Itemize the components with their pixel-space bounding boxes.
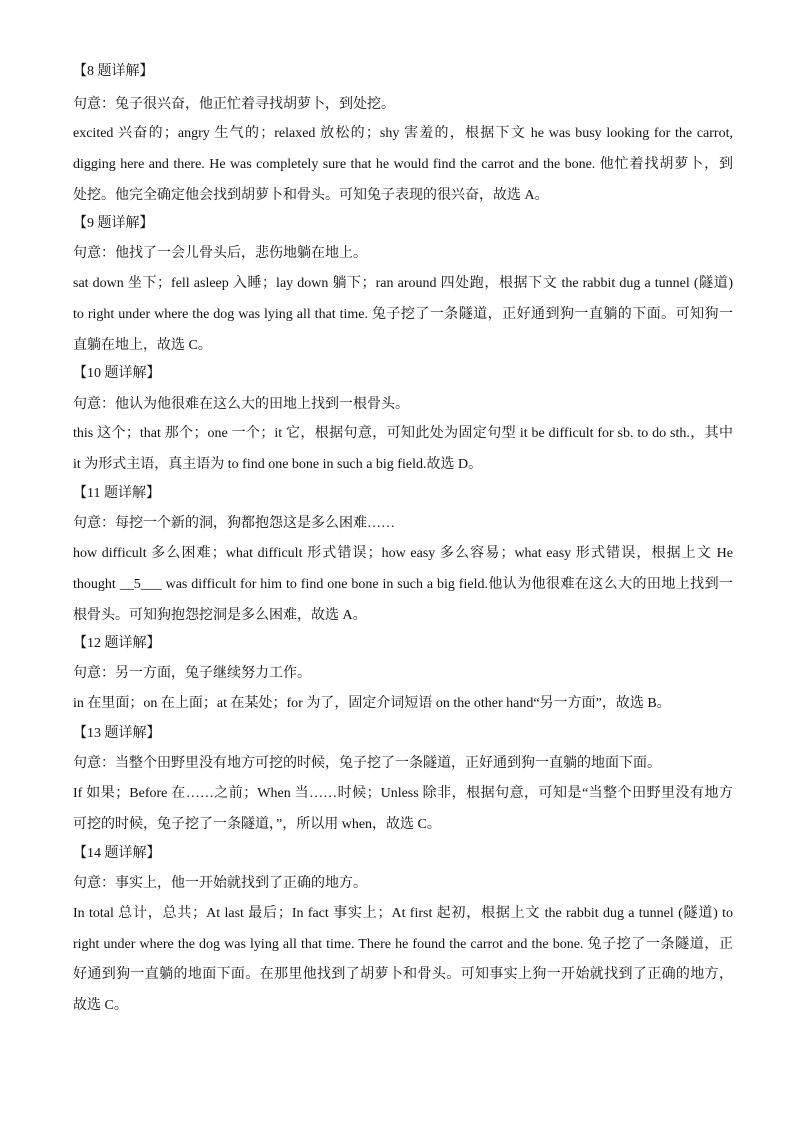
- explanation-line: sat down 坐下；fell asleep 入睡；lay down 躺下；ran around 四处跑，根据下文 the rabbit dug a tunnel (隧道): [73, 276, 733, 291]
- explanation-line: 故选 C。: [73, 998, 128, 1013]
- explanation-line: 直躺在地上，故选 C。: [73, 338, 212, 353]
- section-heading-10: 【10 题详解】: [73, 366, 161, 381]
- explanation-line: how difficult 多么困难；what difficult 形式错误；how easy 多么容易；what easy 形式错误，根据上文 He: [73, 546, 733, 561]
- section-heading-11: 【11 题详解】: [73, 486, 160, 501]
- section-heading-12: 【12 题详解】: [73, 636, 161, 651]
- sentence-meaning-12: 句意：另一方面，兔子继续努力工作。: [73, 666, 311, 681]
- sentence-meaning-14: 句意：事实上，他一开始就找到了正确的地方。: [73, 876, 367, 891]
- explanation-line: 好通到狗一直躺的地面下面。在那里他找到了胡萝卜和骨头。可知事实上狗一开始就找到了正确的地方，: [73, 967, 733, 982]
- explanation-line: thought __5___ was difficult for him to find one bone in such a big field.他认为他很难在这么大的田地上找到一: [73, 577, 733, 592]
- explanation-line: If 如果；Before 在……之前；When 当……时候；Unless 除非，根据句意，可知是“当整个田野里没有地方: [73, 786, 733, 801]
- explanation-line: In total 总计，总共；At last 最后；In fact 事实上；At first 起初，根据上文 the rabbit dug a tunnel (隧道) to: [73, 906, 733, 921]
- explanation-line: right under where the dog was lying all that time. There he found the carrot and the bone. 兔子挖了一条隧道，正: [73, 937, 733, 952]
- section-heading-8: 【8 题详解】: [73, 64, 154, 79]
- section-heading-13: 【13 题详解】: [73, 726, 161, 741]
- sentence-meaning-13: 句意：当整个田野里没有地方可挖的时候，兔子挖了一条隧道，正好通到狗一直躺的地面下面。: [73, 756, 661, 771]
- explanation-line: in 在里面；on 在上面；at 在某处；for 为了，固定介词短语 on the other hand“另一方面”，故选 B。: [73, 696, 671, 711]
- sentence-meaning-11: 句意：每挖一个新的洞，狗都抱怨这是多么困难……: [73, 516, 395, 531]
- sentence-meaning-8: 句意：兔子很兴奋，他正忙着寻找胡萝卜，到处挖。: [73, 97, 395, 112]
- explanation-line: digging here and there. He was completely sure that he would find the carrot and the bone. 他忙着找胡萝卜，到: [73, 157, 733, 172]
- section-heading-9: 【9 题详解】: [73, 216, 154, 231]
- explanation-line: 可挖的时候，兔子挖了一条隧道，”，所以用 when，故选 C。: [73, 817, 441, 832]
- explanation-line: 处挖。他完全确定他会找到胡萝卜和骨头。可知兔子表现的很兴奋，故选 A。: [73, 188, 549, 203]
- section-heading-14: 【14 题详解】: [73, 846, 161, 861]
- explanation-line: 根骨头。可知狗抱怨挖洞是多么困难，故选 A。: [73, 608, 367, 623]
- explanation-line: to right under where the dog was lying all that time. 兔子挖了一条隧道，正好通到狗一直躺的下面。可知狗一: [73, 307, 733, 322]
- sentence-meaning-9: 句意：他找了一会儿骨头后，悲伤地躺在地上。: [73, 246, 367, 261]
- sentence-meaning-10: 句意：他认为他很难在这么大的田地上找到一根骨头。: [73, 397, 409, 412]
- explanation-line: excited 兴奋的；angry 生气的；relaxed 放松的；shy 害羞的，根据下文 he was busy looking for the carrot,: [73, 126, 733, 141]
- explanation-line: this 这个；that 那个；one 一个；it 它，根据句意，可知此处为固定句型 it be difficult for sb. to do sth.，其中: [73, 426, 733, 441]
- explanation-line: it 为形式主语，真主语为 to find one bone in such a big field.故选 D。: [73, 457, 483, 472]
